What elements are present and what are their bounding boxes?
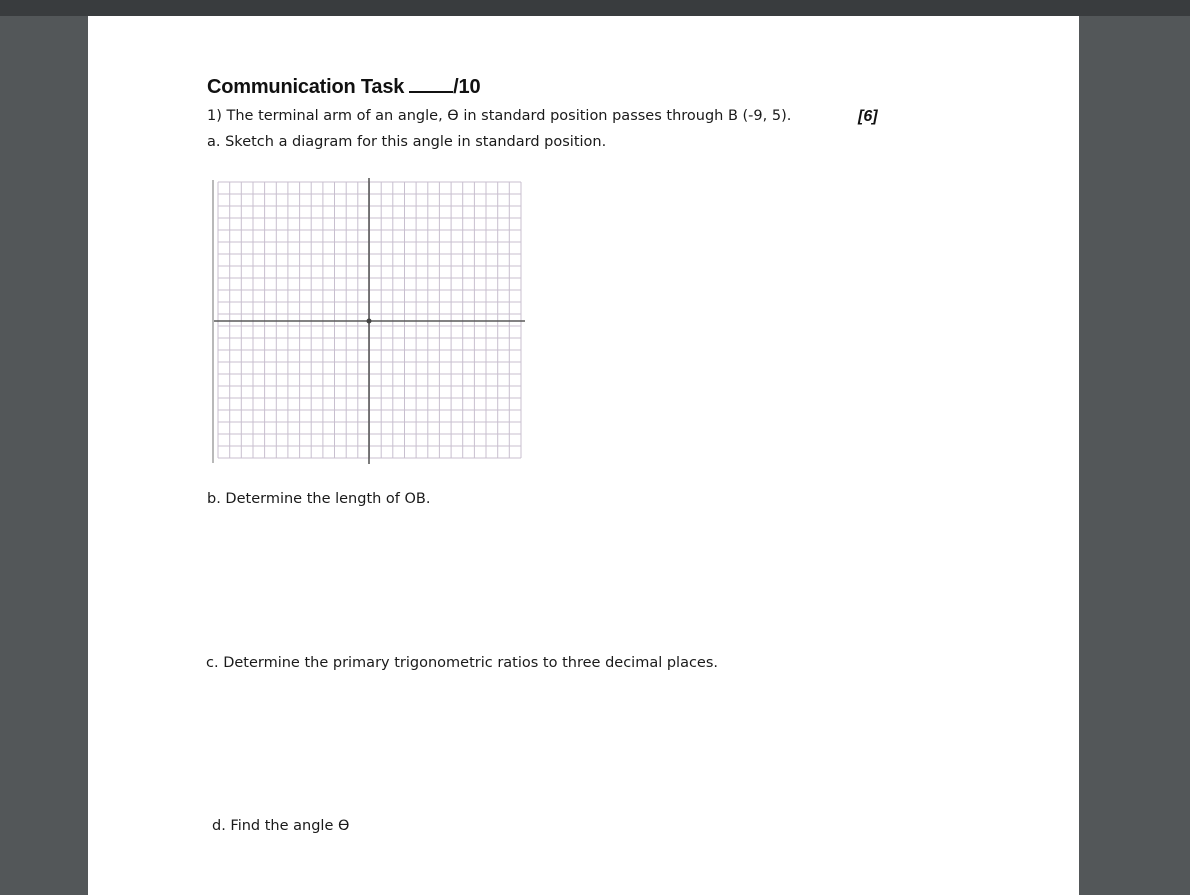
- document-page: [88, 16, 1079, 895]
- title-prefix: Communication Task: [207, 76, 405, 98]
- question-1-text: 1) The terminal arm of an angle, ϴ in standard position passes through B (-9, 5).: [207, 108, 792, 124]
- part-c-text: c. Determine the primary trigonometric ratios to three decimal places.: [206, 655, 719, 671]
- part-b-text: b. Determine the length of OB.: [207, 491, 431, 507]
- coordinate-grid-icon: [212, 178, 527, 464]
- origin-point: [367, 319, 372, 324]
- viewer-toolbar: [0, 0, 1190, 16]
- score-blank: [409, 75, 453, 93]
- page-title: [207, 75, 480, 99]
- question-1-marks: [6]: [858, 108, 878, 125]
- part-a-text: a. Sketch a diagram for this angle in standard position.: [207, 134, 607, 150]
- part-d-text: d. Find the angle ϴ: [212, 818, 350, 834]
- title-suffix: /10: [453, 76, 481, 98]
